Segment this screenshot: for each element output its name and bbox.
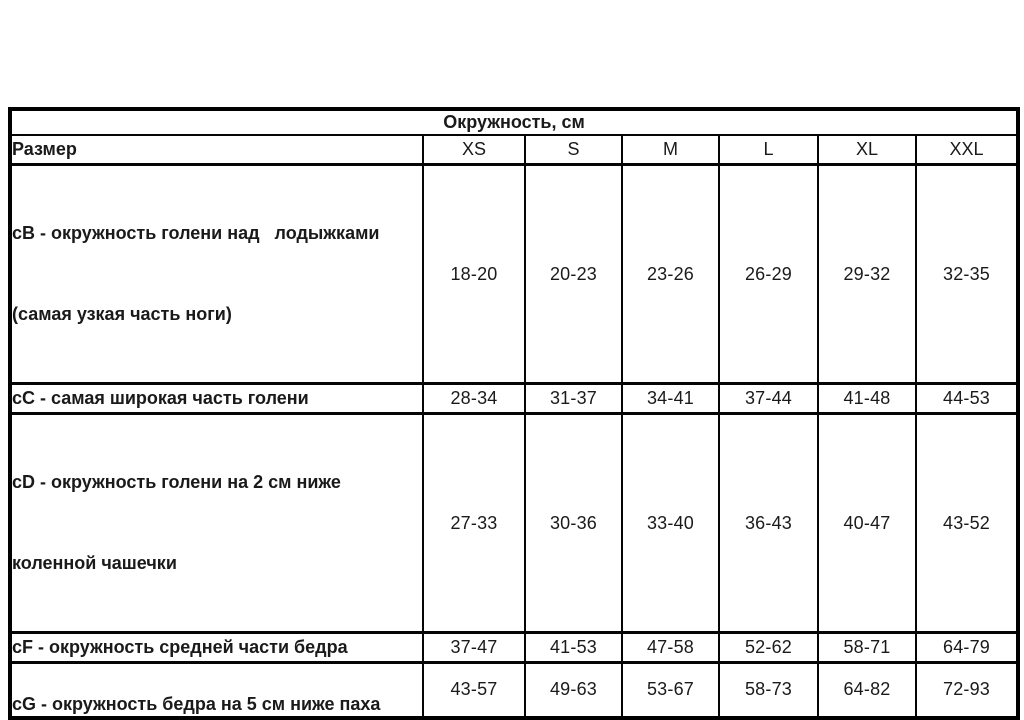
value-cell-cb-xl: 29-32 <box>818 165 916 384</box>
value-cell-cg-l: 58-73 <box>719 663 818 718</box>
value-cell-cg-m: 53-67 <box>622 663 719 718</box>
value-cell-cd-xl: 40-47 <box>818 414 916 633</box>
size-column-header-l: L <box>719 135 818 165</box>
size-column-header-xxl: XXL <box>916 135 1018 165</box>
value-cell-cc-s: 31-37 <box>525 384 622 414</box>
table-row-cg <box>10 663 1018 718</box>
value-cell-cg-s: 49-63 <box>525 663 622 718</box>
size-header-row <box>10 135 1018 165</box>
size-column-header-m: M <box>622 135 719 165</box>
value-cell-cb-l: 26-29 <box>719 165 818 384</box>
table-title <box>10 109 1018 135</box>
measurement-label-cb <box>10 165 423 384</box>
size-column-header-s: S <box>525 135 622 165</box>
measurement-label-cf: cF - окружность средней части бедра <box>10 633 423 663</box>
measurement-label-cd-line1: cD - окружность голени на 2 см ниже <box>12 472 341 492</box>
measurement-label-cb-line2: (самая узкая часть ноги) <box>12 304 232 324</box>
value-cell-cb-xxl: 32-35 <box>916 165 1018 384</box>
measurement-label-cd <box>10 414 423 633</box>
value-cell-cb-xs: 18-20 <box>423 165 525 384</box>
table-title-row <box>10 109 1018 135</box>
value-cell-cc-m: 34-41 <box>622 384 719 414</box>
measurement-label-cb-line1: cB - окружность голени над лодыжками <box>12 223 380 243</box>
table-row-cc <box>10 384 1018 414</box>
value-cell-cb-s: 20-23 <box>525 165 622 384</box>
measurement-label-cd-line2: коленной чашечки <box>12 553 177 573</box>
value-cell-cf-xl: 58-71 <box>818 633 916 663</box>
value-cell-cf-xxl: 64-79 <box>916 633 1018 663</box>
table-title-text: Окружность, см <box>443 112 585 132</box>
measurement-label-cc: cC - самая широкая часть голени <box>10 384 423 414</box>
value-cell-cf-xs: 37-47 <box>423 633 525 663</box>
value-cell-cc-xs: 28-34 <box>423 384 525 414</box>
value-cell-cg-xs: 43-57 <box>423 663 525 718</box>
value-cell-cf-m: 47-58 <box>622 633 719 663</box>
value-cell-cd-xs: 27-33 <box>423 414 525 633</box>
size-chart-table <box>8 107 1020 720</box>
value-cell-cg-xl: 64-82 <box>818 663 916 718</box>
measurement-label-cg: cG - окружность бедра на 5 см ниже паха <box>10 663 423 718</box>
value-cell-cc-xxl: 44-53 <box>916 384 1018 414</box>
size-column-header-xl: XL <box>818 135 916 165</box>
size-column-header-xs: XS <box>423 135 525 165</box>
table-row-cb <box>10 165 1018 384</box>
value-cell-cf-l: 52-62 <box>719 633 818 663</box>
value-cell-cc-l: 37-44 <box>719 384 818 414</box>
value-cell-cc-xl: 41-48 <box>818 384 916 414</box>
value-cell-cd-l: 36-43 <box>719 414 818 633</box>
value-cell-cf-s: 41-53 <box>525 633 622 663</box>
value-cell-cg-xxl: 72-93 <box>916 663 1018 718</box>
table-row-cf <box>10 633 1018 663</box>
value-cell-cd-s: 30-36 <box>525 414 622 633</box>
value-cell-cd-xxl: 43-52 <box>916 414 1018 633</box>
table-row-cd <box>10 414 1018 633</box>
size-row-label: Размер <box>10 135 423 165</box>
value-cell-cb-m: 23-26 <box>622 165 719 384</box>
value-cell-cd-m: 33-40 <box>622 414 719 633</box>
